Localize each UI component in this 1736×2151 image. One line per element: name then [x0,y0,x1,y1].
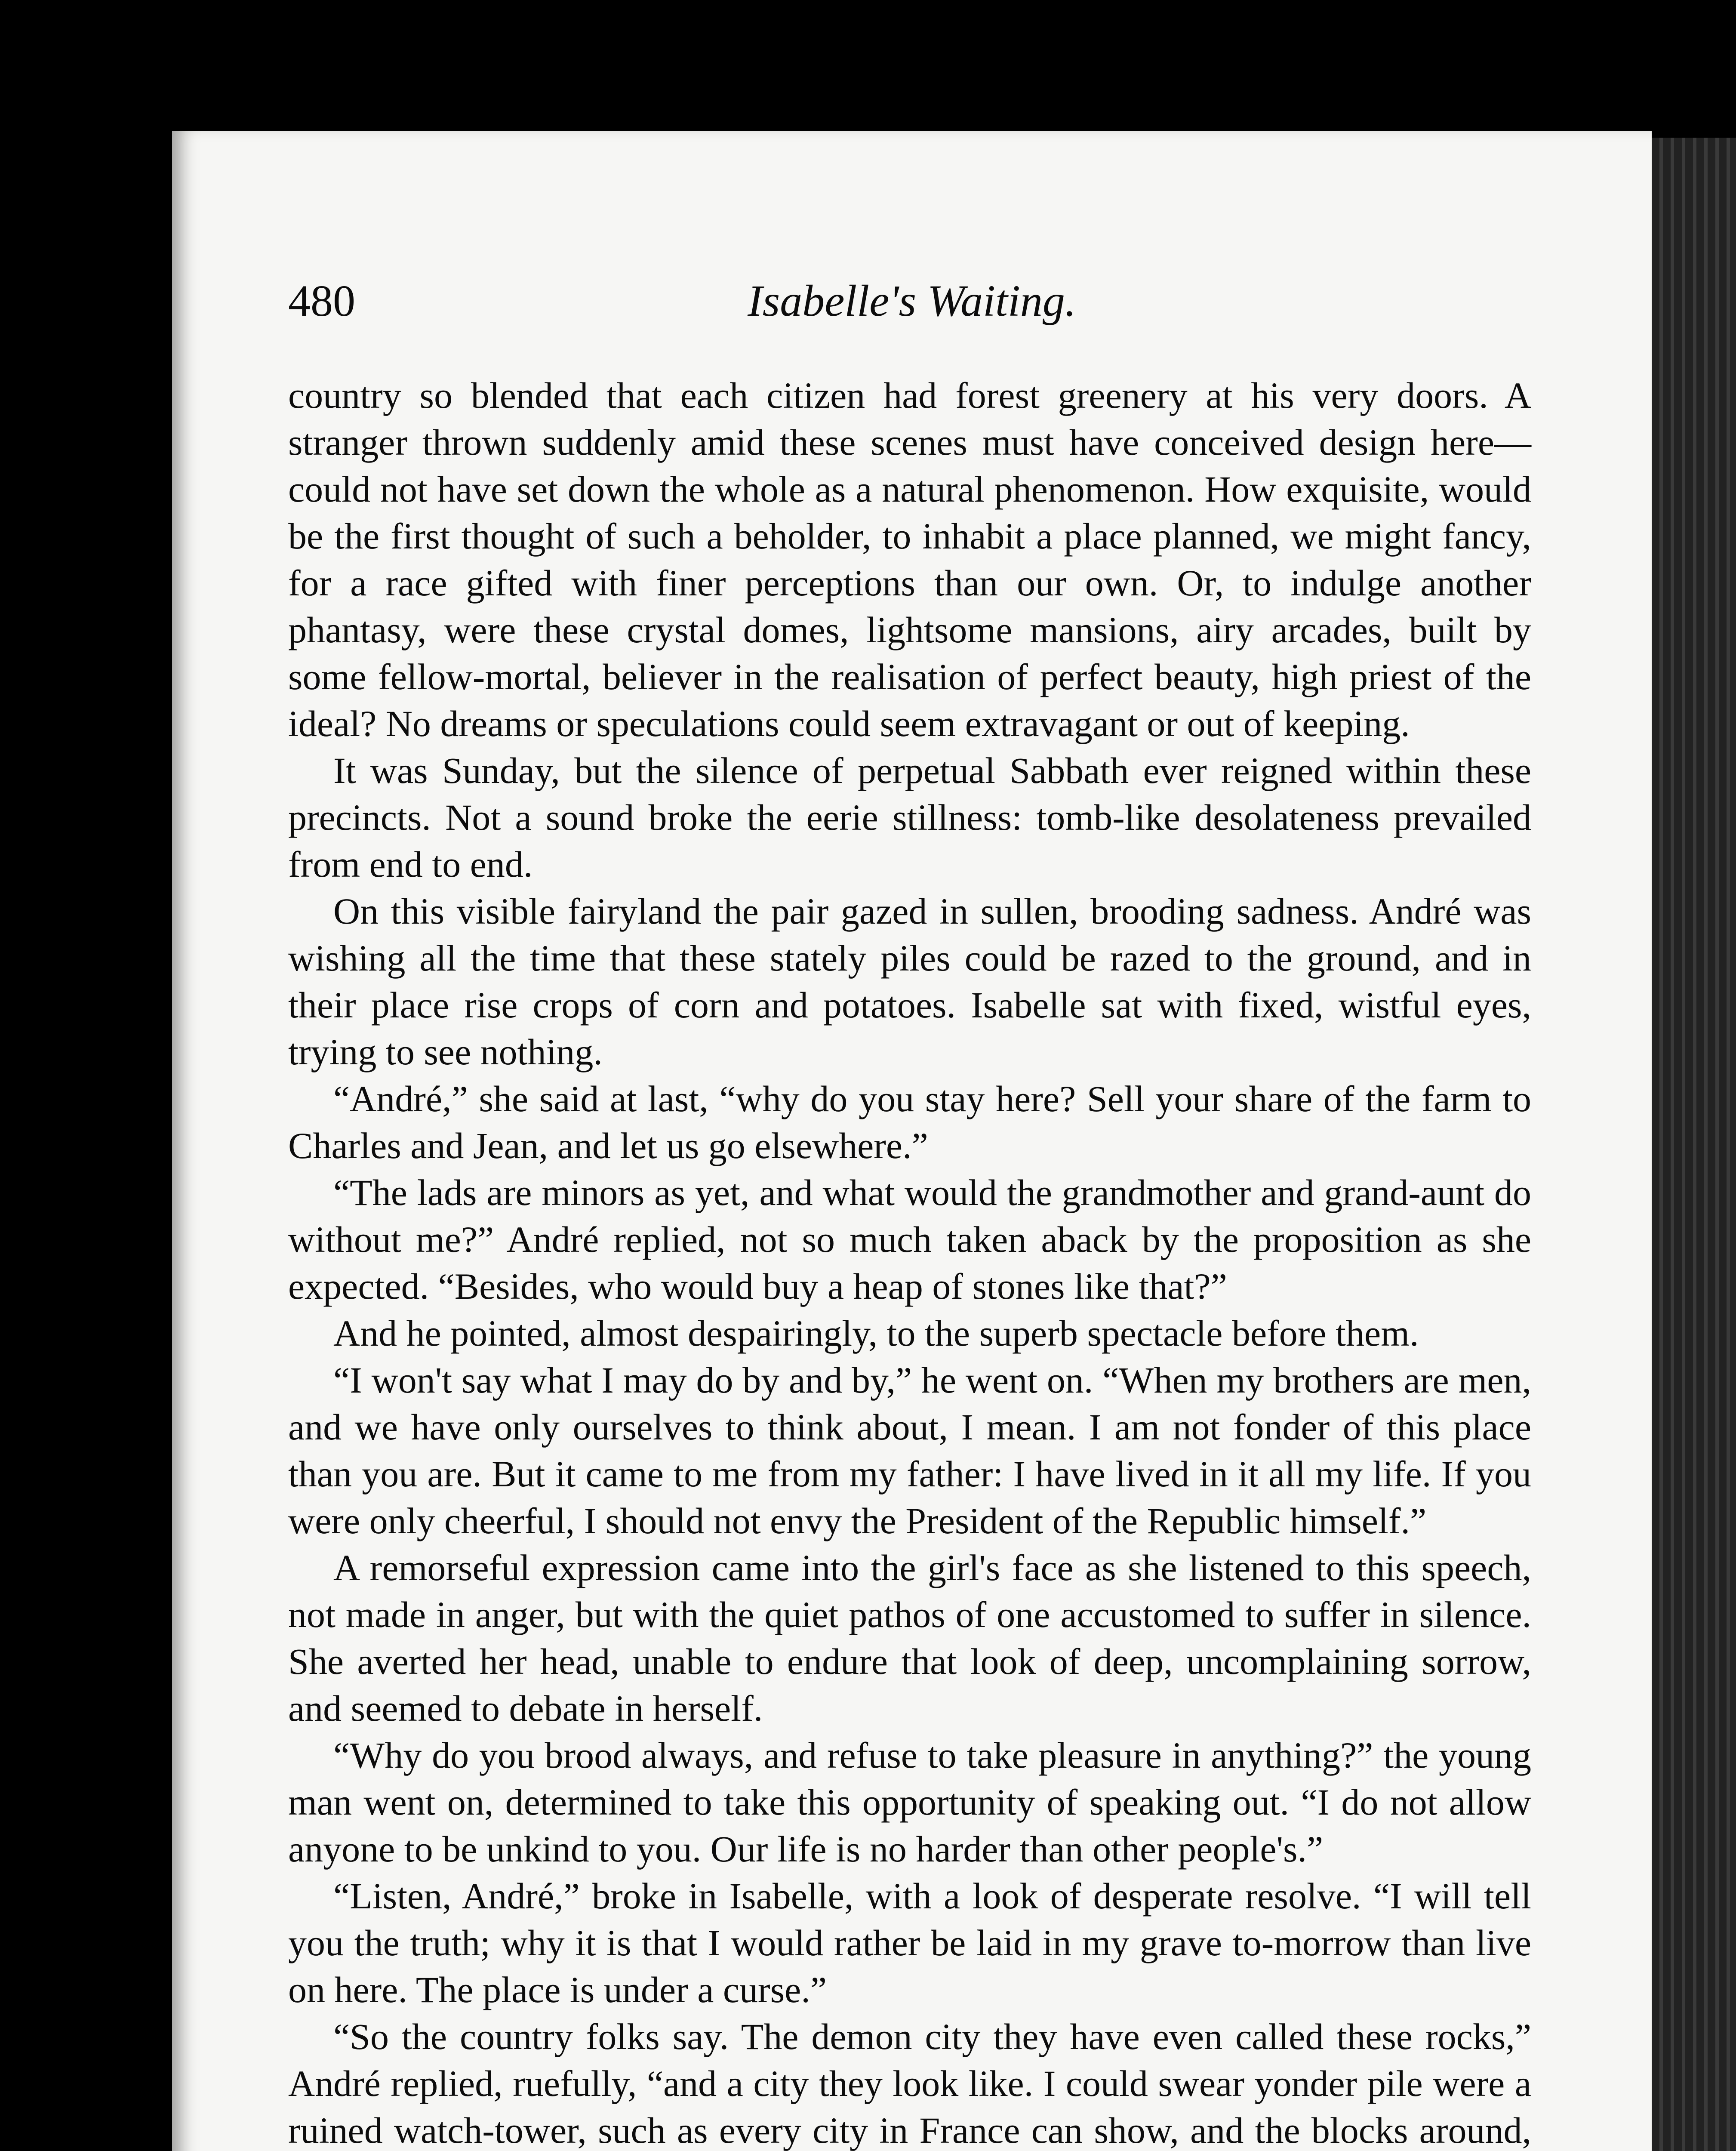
paragraph: “Listen, André,” broke in Isabelle, with a look of desperate resolve. “I will tell you the truth; why it is that I would rather be laid in my grave to-morrow than live on here. The place is under a curse.” [288,1875,1531,2010]
paragraph: “André,” she said at last, “why do you stay here? Sell your share of the farm to Charles and Jean, and let us go elsewhere.” [288,1078,1531,1166]
paragraph: It was Sunday, but the silence of perpetual Sabbath ever reigned within these precincts. Not a sound broke the eerie stillness: tomb-like desolateness prevailed from end to end. [288,750,1531,885]
paragraph: And he pointed, almost despairingly, to the superb spectacle before them. [333,1313,1419,1354]
body-text [288,372,1531,2151]
paragraph: “I won't say what I may do by and by,” he went on. “When my brothers are men, and we have only ourselves to think about, I mean. I am not fonder of this place than you are. But it came to me from my father: I have lived in it all my life. If you were only cheerful, I should not envy the President of the Republic himself.” [288,1359,1531,1541]
paragraph: “Why do you brood always, and refuse to take pleasure in anything?” the young man went on, determined to take this opportunity of speaking out. “I do not allow anyone to be unkind to you. Our life is no harder than other people's.” [288,1735,1531,1870]
page-header [288,275,1536,336]
page-number: 480 [288,276,355,326]
paragraph: “The lads are minors as yet, and what would the grandmother and grand-aunt do without me?” André replied, not so much taken aback by the proposition as she expected. “Besides, who would buy a heap of stones like that?” [288,1172,1531,1307]
running-title: Isabelle's Waiting. [748,276,1076,326]
page-edges [1652,138,1736,2151]
paragraph: “So the country folks say. The demon city they have even called these rocks,” André replied, ruefully, “and a city they look like. I could swear yonder pile were a ruined watch-tower, such as every city in France can show, and the blocks around, [288,2016,1531,2151]
paragraph: country so blended that each citizen had forest greenery at his very doors. A stranger thrown suddenly amid these scenes must have conceived design here—could not have set down the whole as a natural phenomenon. How exquisite, would be the first thought of such a beholder, to inhabit a place planned, we might fancy, for a race gifted with finer perceptions than our own. Or, to indulge another phantasy, were these crystal domes, lightsome mansions, airy arcades, built by some fellow-mortal, believer in the realisation of perfect beauty, high priest of the ideal? No dreams or speculations could seem extravagant or out of keeping. [288,375,1531,744]
paragraph: On this visible fairyland the pair gazed in sullen, brooding sadness. André was wishing all the time that these stately piles could be razed to the ground, and in their place rise crops of corn and potatoes. Isabelle sat with fixed, wistful eyes, trying to see nothing. [288,891,1531,1072]
paragraph: A remorseful expression came into the girl's face as she listened to this speech, not made in anger, but with the quiet pathos of one accustomed to suffer in silence. She averted her head, unable to endure that look of deep, uncomplaining sorrow, and seemed to debate in herself. [288,1547,1531,1729]
